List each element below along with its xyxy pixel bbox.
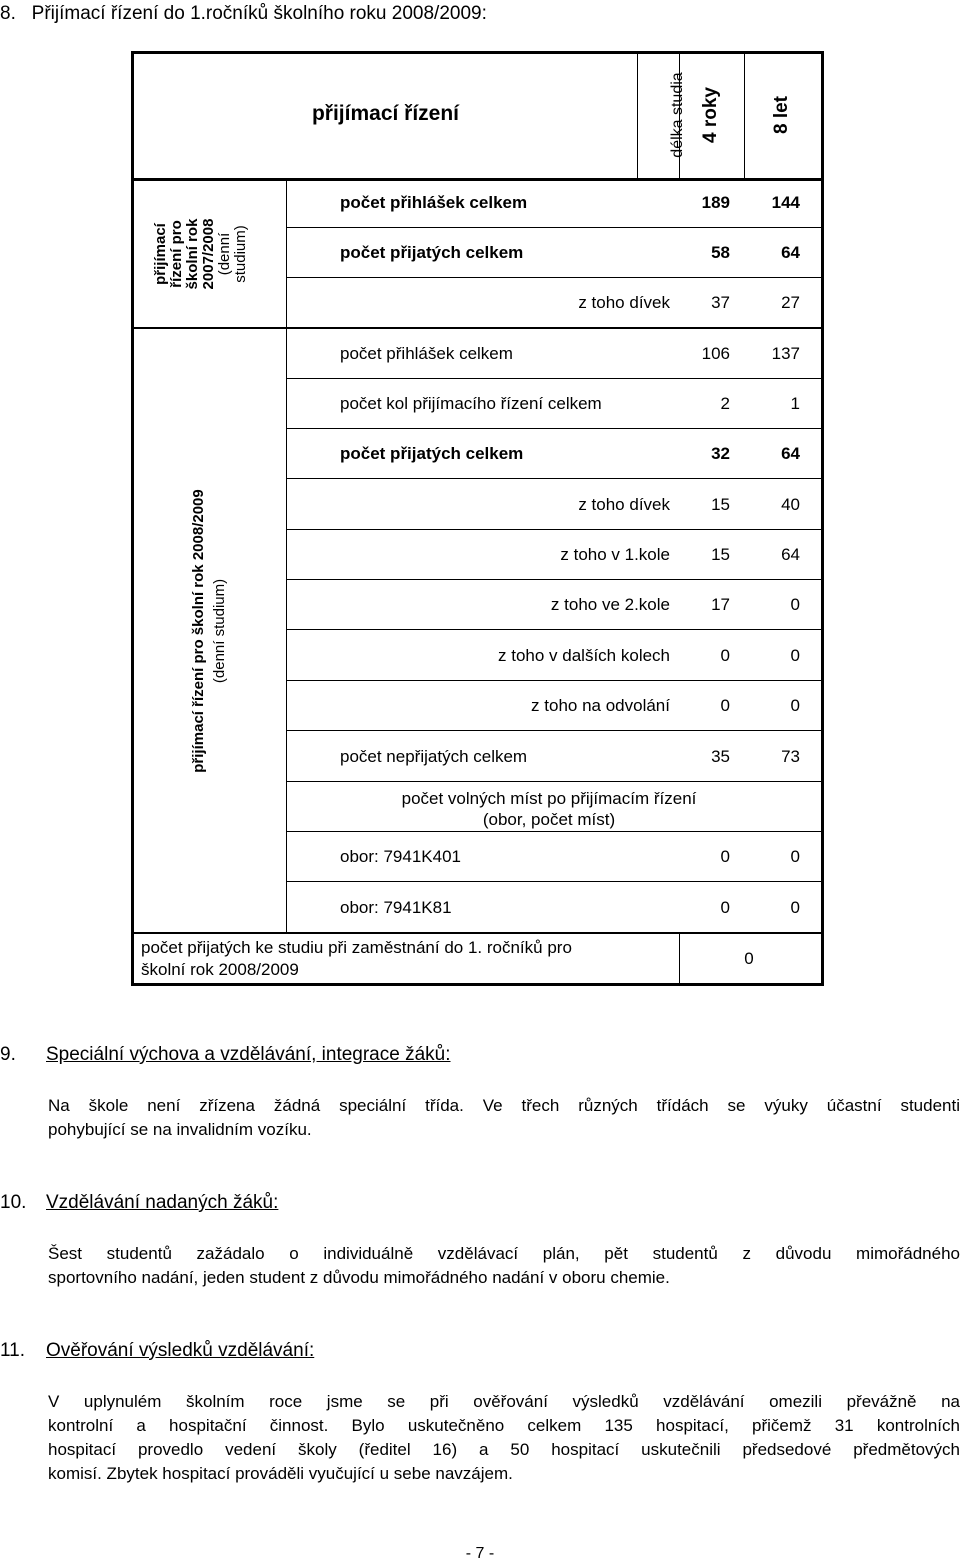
row-value-4: 189 xyxy=(701,193,730,212)
section-8-heading-text: 8. Přijímací řízení do 1.ročníků školního roku 2008/2009: xyxy=(0,3,487,24)
row-value-8: 73 xyxy=(781,747,800,766)
free-places-header xyxy=(334,788,764,830)
section-10-title: Vzdělávání nadaných žáků: xyxy=(46,1192,279,1213)
admissions-table xyxy=(131,51,824,986)
row-value-4: 106 xyxy=(701,344,730,363)
row-label: počet přijatých celkem xyxy=(340,243,524,262)
section-11-line: V uplynulém školním roce jsme se při ověřování výsledků vzdělávání omezili převážně na xyxy=(48,1392,960,1411)
free-places-line-2: (obor, počet míst) xyxy=(482,810,616,829)
column-header-length: délka studia xyxy=(669,72,686,158)
row-label: počet přihlášek celkem xyxy=(340,344,513,363)
group-2-label-line-2: (denní studium) xyxy=(211,578,228,684)
section-11-number: 11. xyxy=(0,1340,26,1361)
row-value-4: 35 xyxy=(711,747,730,766)
row-value-8: 1 xyxy=(790,394,800,413)
section-11-title: Ověřování výsledků vzdělávání: xyxy=(46,1340,315,1361)
row-value-4: 37 xyxy=(711,293,730,312)
row-value-8: 64 xyxy=(781,545,800,564)
column-header-4-years: 4 roky xyxy=(700,87,721,143)
section-10-line: sportovního nadání, jeden student z důvodu mimořádného nadání v oboru chemie. xyxy=(48,1268,670,1287)
row-value-4: 17 xyxy=(711,595,730,614)
row-label: z toho ve 2.kole xyxy=(550,595,670,614)
section-9-line: pohybující se na invalidním vozíku. xyxy=(48,1120,312,1139)
section-11-line: hospitací provedlo vedení školy (ředitel 16) a 50 hospitací uskutečnili předsedové předmětových xyxy=(48,1440,960,1459)
row-value-8: 64 xyxy=(781,243,800,262)
row-label: počet přihlášek celkem xyxy=(340,193,528,212)
row-label: z toho dívek xyxy=(578,495,670,514)
row-label: z toho dívek xyxy=(578,293,670,312)
section-9-number: 9. xyxy=(0,1044,16,1065)
group-1-label-line: řízení pro xyxy=(168,220,185,288)
row-label: z toho v dalších kolech xyxy=(498,646,670,665)
row-label: počet přijatých celkem xyxy=(340,444,524,463)
row-value-8: 144 xyxy=(771,193,800,212)
section-9-text xyxy=(48,1094,960,1142)
obor-value-4: 0 xyxy=(720,847,730,866)
row-label: počet kol přijímacího řízení celkem xyxy=(340,394,602,413)
table-title: přijímací řízení xyxy=(311,102,460,125)
section-10-line: Šest studentů zažádalo o individuálně vzdělávací plán, pět studentů z důvodu mimořádného xyxy=(48,1244,960,1263)
row-label: z toho na odvolání xyxy=(531,696,670,715)
employed-label xyxy=(141,937,671,981)
group-2-label xyxy=(134,329,286,932)
section-9-heading xyxy=(0,1044,451,1066)
obor-label: obor: 7941K81 xyxy=(340,898,452,917)
row-value-8: 0 xyxy=(790,646,800,665)
group-1-label xyxy=(134,181,286,327)
section-10-text xyxy=(48,1242,960,1290)
obor-label: obor: 7941K401 xyxy=(340,847,461,866)
group-1-label-line: studium) xyxy=(232,225,249,283)
group-1-label-line: (denní xyxy=(216,232,233,276)
group-2-label-line-1: přijímací řízení pro školní rok 2008/2009 xyxy=(190,489,207,773)
section-11-text xyxy=(48,1390,960,1486)
free-places-line-1: počet volných míst po přijímacím řízení xyxy=(401,789,697,808)
section-11-line: komisí. Zbytek hospitací prováděli vyučující u sebe navzájem. xyxy=(48,1464,513,1483)
section-9-title: Speciální výchova a vzdělávání, integrace žáků: xyxy=(46,1044,451,1065)
row-value-4: 32 xyxy=(711,444,730,463)
group-1-label-line: školní rok xyxy=(184,218,201,290)
row-label: z toho v 1.kole xyxy=(560,545,670,564)
employed-value: 0 xyxy=(744,949,754,968)
section-10-heading xyxy=(0,1192,278,1214)
section-10-number: 10. xyxy=(0,1192,27,1213)
section-11-line: kontrolní a hospitační činnost. Bylo uskutečněno celkem 135 hospitací, přičemž 31 kontrolních xyxy=(48,1416,960,1435)
row-value-4: 0 xyxy=(720,646,730,665)
row-label: počet nepřijatých celkem xyxy=(340,747,528,766)
group-1-label-line: přijímací xyxy=(152,223,169,285)
employed-line-1: počet přijatých ke studiu při zaměstnání do 1. ročníků pro xyxy=(141,938,572,957)
row-value-4: 0 xyxy=(720,696,730,715)
employed-line-2: školní rok 2008/2009 xyxy=(141,960,299,979)
column-header-8-years: 8 let xyxy=(771,95,792,135)
group-1-label-line: 2007/2008 xyxy=(200,218,217,290)
obor-value-8: 0 xyxy=(790,898,800,917)
row-value-8: 64 xyxy=(781,444,800,463)
section-11-heading xyxy=(0,1340,314,1362)
section-9-line: Na škole není zřízena žádná speciální třída. Ve třech různých třídách se výuky účastní studenti xyxy=(48,1096,960,1115)
row-value-8: 0 xyxy=(790,595,800,614)
row-value-8: 137 xyxy=(771,344,800,363)
obor-value-4: 0 xyxy=(720,898,730,917)
row-value-8: 40 xyxy=(781,495,800,514)
row-value-4: 58 xyxy=(711,243,730,262)
row-value-4: 15 xyxy=(711,545,730,564)
row-value-8: 0 xyxy=(790,696,800,715)
section-8-heading xyxy=(0,3,487,25)
row-value-4: 2 xyxy=(720,394,730,413)
row-value-8: 27 xyxy=(781,293,800,312)
page-number: - 7 - xyxy=(465,1545,495,1562)
row-value-4: 15 xyxy=(711,495,730,514)
obor-value-8: 0 xyxy=(790,847,800,866)
